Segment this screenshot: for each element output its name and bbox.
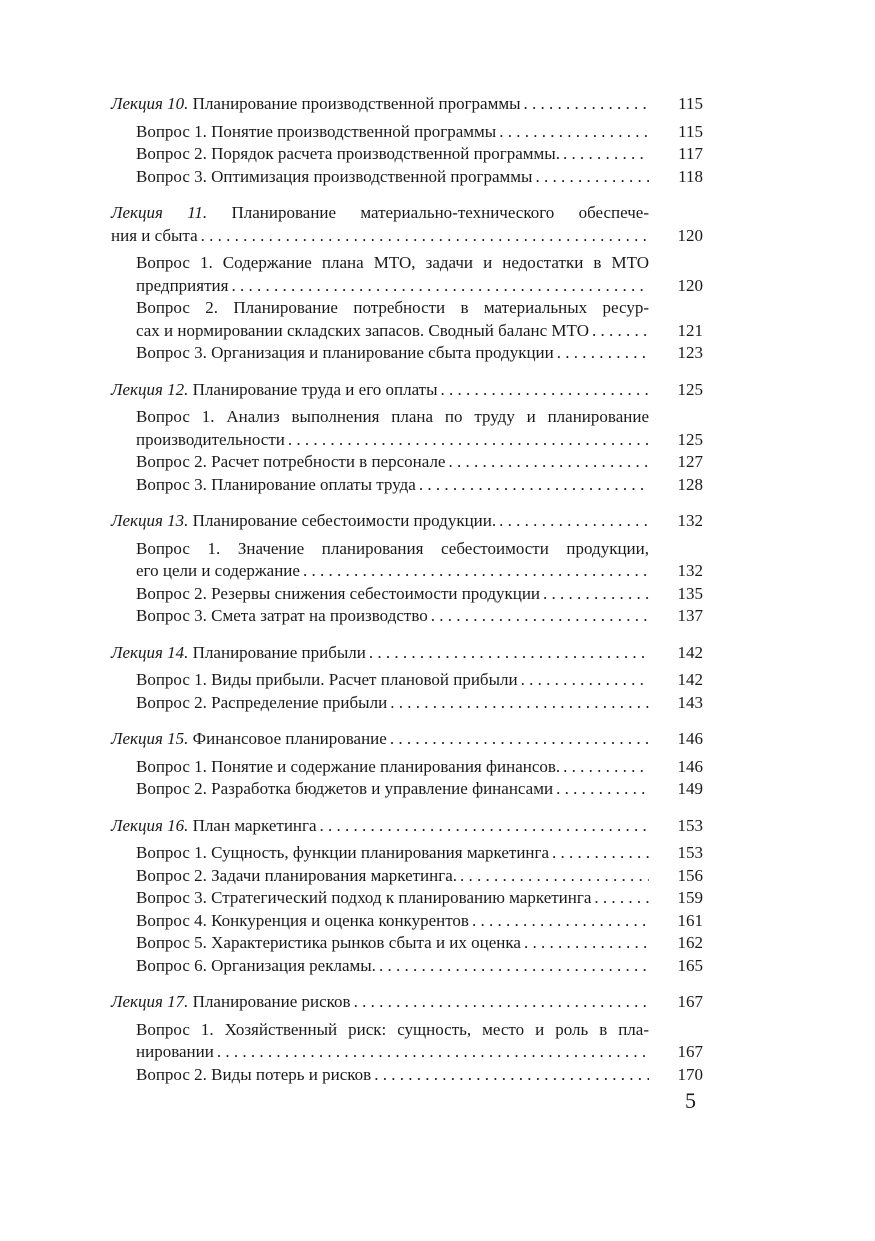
lecture-prefix: Лекция 13. bbox=[111, 511, 189, 530]
question-entry bbox=[111, 583, 703, 606]
entry-line bbox=[136, 692, 703, 715]
lecture-title-wrap bbox=[111, 642, 366, 665]
dot-leader bbox=[354, 991, 649, 1014]
dot-leader bbox=[563, 143, 649, 166]
page-ref: 132 bbox=[677, 561, 703, 580]
entry-line bbox=[136, 166, 703, 189]
question-title: Вопрос 3. Организация и планирование сбыта продукции bbox=[136, 343, 554, 362]
dot-leader bbox=[231, 275, 649, 298]
question-entry bbox=[111, 451, 703, 474]
question-entry bbox=[111, 166, 703, 189]
lecture-title-wrap bbox=[111, 991, 351, 1014]
entry-line bbox=[136, 842, 703, 865]
page-ref: 128 bbox=[677, 474, 703, 494]
question-title: сах и нормировании складских запасов. Сводный баланс МТО bbox=[136, 320, 589, 340]
entry-line bbox=[136, 474, 703, 497]
question-title: Вопрос 2. Распределение прибыли bbox=[136, 692, 388, 712]
question-entry bbox=[111, 692, 703, 715]
entry-line bbox=[136, 887, 703, 910]
dot-leader bbox=[379, 955, 649, 978]
page-ref: 127 bbox=[677, 452, 703, 471]
page-ref: 120 bbox=[677, 225, 703, 245]
lecture-entry bbox=[111, 93, 703, 116]
lecture-prefix: Лекция 11. bbox=[111, 203, 208, 222]
page-ref: 143 bbox=[677, 692, 703, 712]
question-entry bbox=[111, 605, 703, 628]
page-ref: 125 bbox=[677, 379, 703, 399]
entry-line: Вопрос 2. Планирование потребности в материальных ресур- bbox=[136, 298, 649, 317]
question-title: Вопрос 1. Понятие производственной программы bbox=[136, 121, 497, 141]
dot-leader bbox=[594, 887, 649, 910]
question-title: его цели и содержание bbox=[136, 561, 300, 580]
entry-line: Вопрос 1. Хозяйственный риск: сущность, место и роль в пла- bbox=[136, 1019, 649, 1039]
question-title: Вопрос 5. Характеристика рынков сбыта и их оценка bbox=[136, 933, 521, 952]
lecture-title: Финансовое планирование bbox=[192, 729, 387, 748]
page-ref: 121 bbox=[677, 320, 703, 340]
question-entry bbox=[111, 955, 703, 978]
question-title: Вопрос 2. Виды потерь и рисков bbox=[136, 1064, 372, 1084]
question-title: Вопрос 1. Сущность, функции планирования маркетинга bbox=[136, 843, 550, 862]
entry-line bbox=[136, 910, 703, 933]
page-ref: 115 bbox=[678, 94, 703, 113]
entry-line bbox=[111, 815, 703, 838]
lecture-prefix: Лекция 14. bbox=[111, 642, 189, 662]
page-ref: 153 bbox=[677, 815, 703, 835]
page-ref: 120 bbox=[677, 275, 703, 295]
lecture-title: Планирование прибыли bbox=[192, 642, 366, 662]
dot-leader bbox=[499, 510, 649, 533]
entry-line bbox=[136, 932, 703, 955]
question-title: Вопрос 2. Резервы снижения себестоимости продукции bbox=[136, 583, 541, 603]
dot-leader bbox=[419, 474, 649, 497]
page-ref: 135 bbox=[677, 583, 703, 603]
lecture-title-wrap bbox=[111, 510, 496, 533]
dot-leader bbox=[288, 429, 649, 452]
question-title: предприятия bbox=[136, 275, 229, 295]
lecture-prefix: Лекция 12. bbox=[111, 379, 189, 399]
dot-leader bbox=[521, 669, 649, 692]
question-title: нировании bbox=[136, 1042, 214, 1061]
page-ref: 123 bbox=[677, 343, 703, 362]
dot-leader bbox=[390, 692, 649, 715]
lecture-entry bbox=[111, 642, 703, 665]
entry-line bbox=[136, 320, 703, 343]
entry-line bbox=[136, 756, 703, 779]
lecture-block bbox=[111, 202, 703, 365]
page-ref: 162 bbox=[677, 933, 703, 952]
dot-leader bbox=[535, 166, 649, 189]
question-entry bbox=[111, 887, 703, 910]
page-ref: 142 bbox=[677, 642, 703, 662]
dot-leader bbox=[303, 560, 649, 583]
lecture-block bbox=[111, 642, 703, 715]
lecture-title-wrap bbox=[111, 93, 521, 116]
question-title: производительности bbox=[136, 429, 285, 449]
lecture-title: План маркетинга bbox=[192, 815, 317, 835]
page-ref: 132 bbox=[677, 511, 703, 530]
question-title: Вопрос 4. Конкуренция и оценка конкурентов bbox=[136, 910, 469, 930]
question-title: Вопрос 2. Порядок расчета производственной программы. bbox=[136, 144, 560, 163]
page-ref: 117 bbox=[678, 144, 703, 163]
page-ref: 161 bbox=[677, 910, 703, 930]
lecture-title: Планирование материально-технического обеспече- bbox=[231, 203, 649, 222]
entry-line: Вопрос 1. Содержание плана МТО, задачи и недостатки в МТО bbox=[136, 253, 649, 272]
dot-leader bbox=[201, 225, 649, 248]
entry-line bbox=[136, 342, 703, 365]
page-ref: 125 bbox=[677, 429, 703, 449]
question-entry bbox=[111, 1064, 703, 1087]
question-entry bbox=[111, 842, 703, 865]
page-ref: 167 bbox=[677, 992, 703, 1011]
question-entry bbox=[111, 910, 703, 933]
entry-line bbox=[136, 560, 703, 583]
entry-line bbox=[136, 121, 703, 144]
question-title: Вопрос 3. Оптимизация производственной программы bbox=[136, 166, 533, 186]
entry-line bbox=[136, 583, 703, 606]
page-ref: 153 bbox=[677, 843, 703, 862]
question-entry bbox=[111, 865, 703, 888]
question-title: Вопрос 1. Понятие и содержание планирования финансов. bbox=[136, 756, 561, 776]
lecture-block bbox=[111, 815, 703, 978]
dot-leader bbox=[557, 342, 649, 365]
entry-line bbox=[136, 669, 703, 692]
question-title: Вопрос 1. Виды прибыли. Расчет плановой прибыли bbox=[136, 670, 518, 689]
lecture-title: ния и сбыта bbox=[111, 225, 198, 245]
lecture-block bbox=[111, 728, 703, 801]
lecture-prefix: Лекция 15. bbox=[111, 729, 189, 748]
dot-leader bbox=[524, 932, 649, 955]
question-entry bbox=[111, 297, 703, 342]
question-title: Вопрос 3. Стратегический подход к планированию маркетинга bbox=[136, 888, 592, 907]
entry-line bbox=[136, 778, 703, 801]
question-entry bbox=[111, 778, 703, 801]
dot-leader bbox=[524, 93, 649, 116]
lecture-entry bbox=[111, 379, 703, 402]
page-number: 5 bbox=[685, 1088, 696, 1113]
lecture-block bbox=[111, 379, 703, 497]
entry-line bbox=[136, 1064, 703, 1087]
dot-leader bbox=[460, 865, 649, 888]
dot-leader bbox=[563, 756, 649, 779]
page-ref: 156 bbox=[677, 865, 703, 885]
entry-line: Вопрос 1. Анализ выполнения плана по труду и планирование bbox=[136, 407, 649, 426]
entry-line: Вопрос 1. Значение планирования себестоимости продукции, bbox=[136, 538, 649, 558]
page-ref: 137 bbox=[677, 606, 703, 625]
dot-leader bbox=[556, 778, 649, 801]
entry-line bbox=[136, 429, 703, 452]
entry-line bbox=[111, 510, 703, 533]
lecture-block bbox=[111, 510, 703, 628]
dot-leader bbox=[543, 583, 649, 606]
question-title: Вопрос 3. Планирование оплаты труда bbox=[136, 474, 416, 494]
entry-line bbox=[136, 275, 703, 298]
lecture-entry bbox=[111, 510, 703, 533]
dot-leader bbox=[448, 451, 649, 474]
lecture-title-wrap bbox=[111, 728, 387, 751]
question-entry bbox=[111, 1019, 703, 1064]
entry-line bbox=[136, 451, 703, 474]
lecture-entry bbox=[111, 202, 703, 247]
question-title: Вопрос 2. Задачи планирования маркетинга. bbox=[136, 865, 458, 885]
entry-line bbox=[111, 642, 703, 665]
dot-leader bbox=[441, 379, 649, 402]
lecture-title: Планирование труда и его оплаты bbox=[192, 379, 438, 399]
dot-leader bbox=[374, 1064, 649, 1087]
question-title: Вопрос 6. Организация рекламы. bbox=[136, 955, 376, 975]
entry-line bbox=[111, 225, 703, 248]
page-ref: 115 bbox=[678, 121, 703, 141]
question-title: Вопрос 2. Расчет потребности в персонале bbox=[136, 452, 446, 471]
question-entry bbox=[111, 121, 703, 144]
dot-leader bbox=[552, 842, 649, 865]
dot-leader bbox=[390, 728, 649, 751]
page-ref: 146 bbox=[677, 729, 703, 748]
entry-line bbox=[136, 143, 703, 166]
entry-line bbox=[111, 728, 703, 751]
page-ref: 170 bbox=[677, 1064, 703, 1084]
lecture-entry bbox=[111, 991, 703, 1014]
page-ref: 142 bbox=[677, 670, 703, 689]
lecture-entry bbox=[111, 815, 703, 838]
page-ref: 159 bbox=[677, 888, 703, 907]
page-ref: 146 bbox=[677, 756, 703, 776]
lecture-title: Планирование себестоимости продукции. bbox=[192, 511, 497, 530]
entry-line bbox=[136, 865, 703, 888]
dot-leader bbox=[369, 642, 649, 665]
entry-line bbox=[136, 605, 703, 628]
dot-leader bbox=[472, 910, 649, 933]
lecture-title: Планирование рисков bbox=[192, 992, 351, 1011]
question-entry bbox=[111, 756, 703, 779]
question-entry bbox=[111, 669, 703, 692]
question-entry bbox=[111, 342, 703, 365]
entry-line bbox=[111, 991, 703, 1014]
question-entry bbox=[111, 474, 703, 497]
dot-leader bbox=[320, 815, 649, 838]
dot-leader bbox=[592, 320, 649, 343]
table-of-contents bbox=[111, 93, 703, 1100]
lecture-block bbox=[111, 93, 703, 188]
page-ref: 167 bbox=[677, 1042, 703, 1061]
lecture-prefix: Лекция 16. bbox=[111, 815, 189, 835]
entry-line bbox=[111, 379, 703, 402]
lecture-title-wrap bbox=[111, 379, 438, 402]
question-entry bbox=[111, 538, 703, 583]
dot-leader bbox=[431, 605, 649, 628]
lecture-prefix: Лекция 17. bbox=[111, 992, 189, 1011]
question-entry bbox=[111, 143, 703, 166]
entry-line bbox=[111, 202, 703, 225]
question-title: Вопрос 3. Смета затрат на производство bbox=[136, 606, 428, 625]
question-title: Вопрос 2. Разработка бюджетов и управление финансами bbox=[136, 779, 554, 798]
lecture-entry bbox=[111, 728, 703, 751]
entry-line bbox=[136, 955, 703, 978]
lecture-title-wrap bbox=[111, 815, 317, 838]
entry-line bbox=[136, 1041, 703, 1064]
lecture-title: Планирование производственной программы bbox=[192, 94, 521, 113]
question-entry bbox=[111, 252, 703, 297]
lecture-block bbox=[111, 991, 703, 1086]
question-entry bbox=[111, 406, 703, 451]
lecture-prefix: Лекция 10. bbox=[111, 94, 189, 113]
page-ref: 149 bbox=[677, 779, 703, 798]
entry-line bbox=[111, 93, 703, 116]
question-entry bbox=[111, 932, 703, 955]
dot-leader bbox=[499, 121, 649, 144]
dot-leader bbox=[217, 1041, 649, 1064]
page-ref: 118 bbox=[678, 166, 703, 186]
page-ref: 165 bbox=[677, 955, 703, 975]
